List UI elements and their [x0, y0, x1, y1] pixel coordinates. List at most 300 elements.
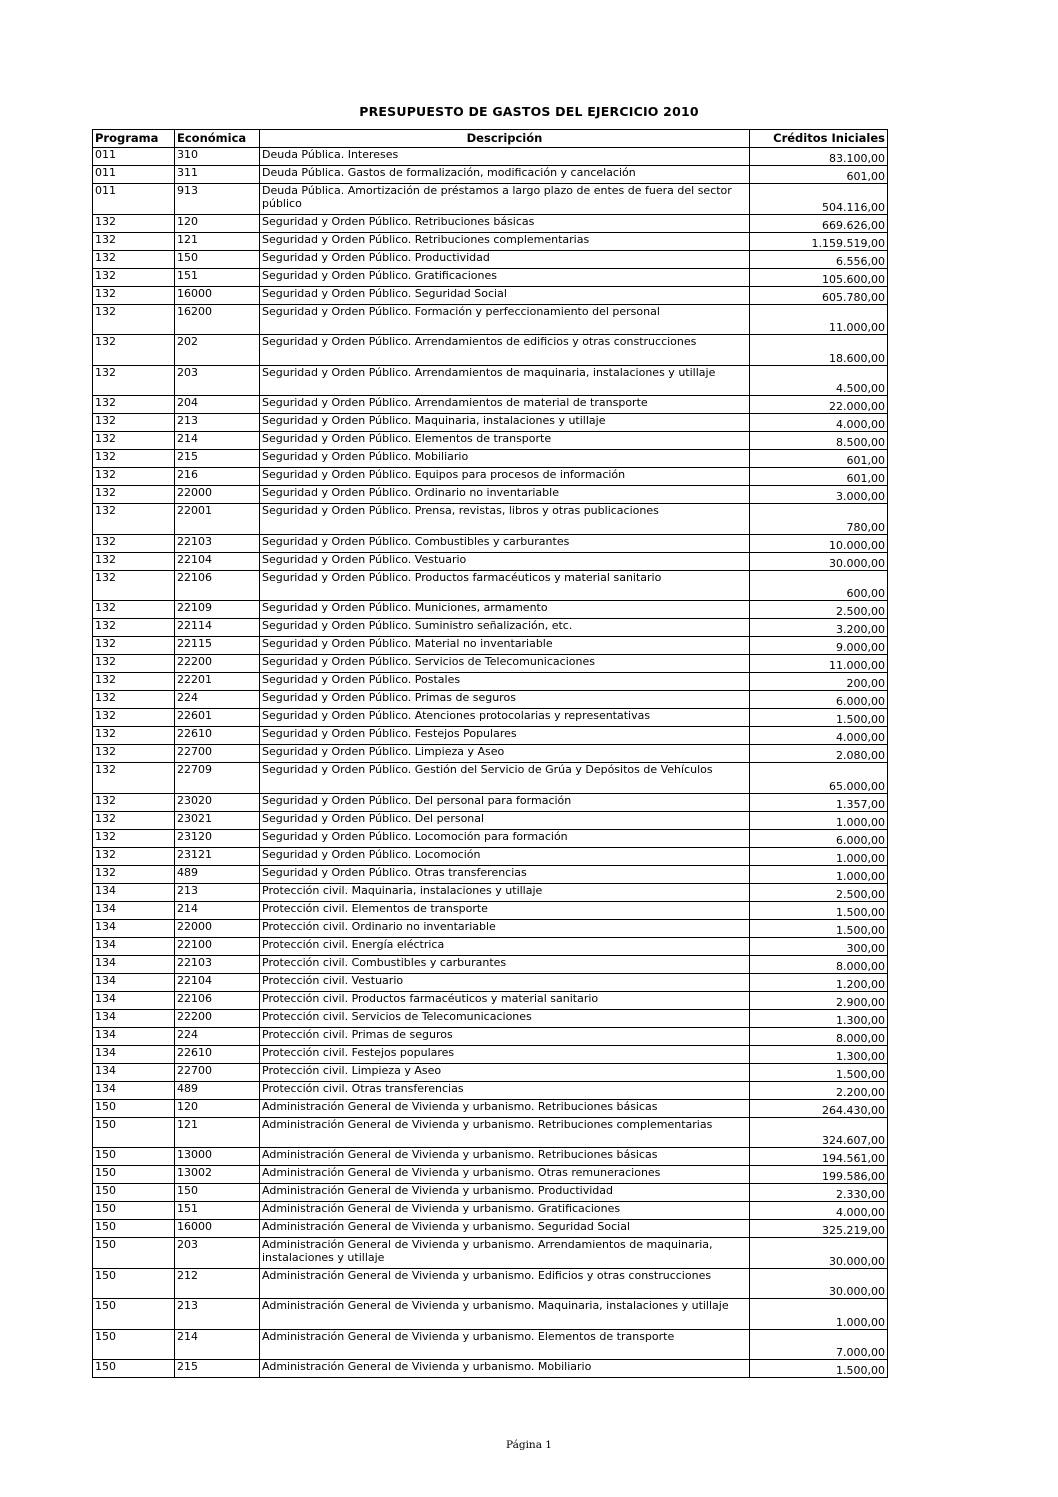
- creditos-cell: [750, 691, 888, 709]
- creditos-cell: [750, 955, 888, 973]
- economica-cell-text: 16000: [177, 286, 212, 300]
- descripcion-cell-text: Seguridad y Orden Público. Otras transferencias: [262, 865, 527, 879]
- creditos-cell: [750, 763, 888, 794]
- programa-cell-text: 132: [95, 793, 116, 807]
- programa-cell: [93, 847, 175, 865]
- economica-cell: [175, 552, 260, 570]
- descripcion-cell: [260, 304, 750, 335]
- programa-cell-text: 132: [95, 414, 116, 427]
- descripcion-cell: [260, 1184, 750, 1202]
- descripcion-cell: [260, 1238, 750, 1269]
- descripcion-cell-text: Seguridad y Orden Público. Del personal: [262, 811, 485, 825]
- creditos-cell-text: 325.219,00: [822, 1224, 885, 1237]
- creditos-cell: [750, 468, 888, 486]
- descripcion-cell-text: Protección civil. Servicios de Telecomunicaciones: [262, 1009, 532, 1023]
- economica-cell-text: 202: [177, 335, 198, 348]
- economica-cell: [175, 1148, 260, 1166]
- economica-cell: [175, 335, 260, 366]
- descripcion-cell: [260, 937, 750, 955]
- creditos-cell-text: 601,00: [846, 472, 885, 485]
- economica-cell-text: 22610: [177, 727, 212, 740]
- economica-cell-text: 489: [177, 1081, 198, 1095]
- economica-cell-text: 16000: [177, 1220, 212, 1233]
- table-row: [93, 1360, 888, 1378]
- programa-cell-text: 150: [95, 1268, 116, 1282]
- descripcion-cell-text: Seguridad y Orden Público. Equipos para procesos de información: [262, 468, 626, 481]
- creditos-cell-text: 194.561,00: [822, 1152, 885, 1165]
- descripcion-cell-text: Administración General de Vivienda y urbanismo. Retribuciones complementarias: [262, 1117, 713, 1131]
- programa-cell-text: 150: [95, 1238, 116, 1251]
- creditos-cell-text: 1.000,00: [836, 815, 885, 829]
- creditos-cell: [750, 414, 888, 432]
- programa-cell: [93, 1360, 175, 1378]
- descripcion-cell-text: Seguridad y Orden Público. Maquinaria, instalaciones y utillaje: [262, 414, 606, 427]
- header-descripcion: Descripción: [260, 130, 750, 148]
- economica-cell-text: 22700: [177, 745, 212, 758]
- descripcion-cell-text: Protección civil. Elementos de transporte: [262, 901, 488, 915]
- creditos-cell: [750, 1027, 888, 1045]
- programa-cell: [93, 937, 175, 955]
- descripcion-cell: [260, 570, 750, 601]
- creditos-cell-text: 1.300,00: [836, 1013, 885, 1027]
- programa-cell-text: 150: [95, 1184, 116, 1197]
- economica-cell: [175, 468, 260, 486]
- creditos-cell-text: 8.000,00: [836, 1031, 885, 1045]
- economica-cell: [175, 811, 260, 829]
- programa-cell-text: 150: [95, 1148, 116, 1161]
- economica-cell-text: 489: [177, 865, 198, 879]
- economica-cell: [175, 396, 260, 414]
- creditos-cell: [750, 304, 888, 335]
- descripcion-cell: [260, 450, 750, 468]
- descripcion-cell: [260, 214, 750, 232]
- economica-cell-text: 22000: [177, 919, 212, 933]
- programa-cell-text: 134: [95, 991, 116, 1005]
- creditos-cell: [750, 619, 888, 637]
- descripcion-cell: [260, 166, 750, 184]
- table-row: [93, 304, 888, 335]
- table-row: [93, 1117, 888, 1148]
- descripcion-cell-text: Seguridad y Orden Público. Servicios de Telecomunicaciones: [262, 655, 595, 668]
- economica-cell: [175, 673, 260, 691]
- descripcion-cell-text: Protección civil. Vestuario: [262, 973, 404, 987]
- programa-cell-text: 132: [95, 365, 116, 379]
- programa-cell-text: 132: [95, 396, 116, 409]
- creditos-cell: [750, 1045, 888, 1063]
- table-header-row: [93, 130, 888, 148]
- descripcion-cell-text: Protección civil. Ordinario no inventariable: [262, 919, 496, 933]
- programa-cell-text: 132: [95, 534, 116, 548]
- economica-cell: [175, 901, 260, 919]
- descripcion-cell: [260, 504, 750, 535]
- programa-cell-text: 134: [95, 901, 116, 915]
- economica-cell: [175, 166, 260, 184]
- table-row: [93, 673, 888, 691]
- table-row: [93, 335, 888, 366]
- descripcion-cell-text: Deuda Pública. Amortización de préstamos a largo plazo de entes de fuera del sector público: [262, 184, 732, 210]
- economica-cell: [175, 570, 260, 601]
- economica-cell: [175, 1299, 260, 1330]
- table-row: [93, 829, 888, 847]
- economica-cell-text: 215: [177, 450, 198, 463]
- economica-cell: [175, 727, 260, 745]
- creditos-cell-text: 1.357,00: [836, 797, 885, 811]
- creditos-cell-text: 30.000,00: [829, 1285, 885, 1298]
- creditos-cell: [750, 232, 888, 250]
- creditos-cell: [750, 1063, 888, 1081]
- economica-cell: [175, 745, 260, 763]
- economica-cell-text: 212: [177, 1268, 198, 1282]
- table-row: [93, 1099, 888, 1117]
- descripcion-cell-text: Protección civil. Energía eléctrica: [262, 937, 445, 951]
- programa-cell-text: 132: [95, 552, 116, 566]
- table-row: [93, 414, 888, 432]
- programa-cell-text: 150: [95, 1329, 116, 1343]
- programa-cell: [93, 829, 175, 847]
- economica-cell-text: 150: [177, 250, 198, 264]
- descripcion-cell-text: Seguridad y Orden Público. Retribuciones complementarias: [262, 232, 590, 246]
- programa-cell-text: 132: [95, 811, 116, 825]
- programa-cell: [93, 1117, 175, 1148]
- descripcion-cell: [260, 486, 750, 504]
- table-row: [93, 973, 888, 991]
- economica-cell: [175, 1202, 260, 1220]
- descripcion-cell: [260, 432, 750, 450]
- descripcion-cell: [260, 1045, 750, 1063]
- programa-cell-text: 150: [95, 1117, 116, 1131]
- programa-cell: [93, 365, 175, 396]
- table-row: [93, 637, 888, 655]
- descripcion-cell-text: Protección civil. Festejos populares: [262, 1045, 455, 1059]
- descripcion-cell: [260, 619, 750, 637]
- descripcion-cell-text: Seguridad y Orden Público. Retribuciones básicas: [262, 214, 535, 228]
- creditos-cell: [750, 1166, 888, 1184]
- economica-cell-text: 22106: [177, 991, 212, 1005]
- creditos-cell-text: 8.000,00: [836, 959, 885, 973]
- programa-cell-text: 132: [95, 214, 116, 228]
- descripcion-cell-text: Seguridad y Orden Público. Ordinario no inventariable: [262, 486, 559, 499]
- programa-cell: [93, 955, 175, 973]
- descripcion-cell-text: Seguridad y Orden Público. Locomoción: [262, 847, 481, 861]
- table-row: [93, 919, 888, 937]
- creditos-cell: [750, 1081, 888, 1099]
- creditos-cell: [750, 1202, 888, 1220]
- creditos-cell: [750, 396, 888, 414]
- programa-cell: [93, 1045, 175, 1063]
- descripcion-cell: [260, 1081, 750, 1099]
- table-row: [93, 166, 888, 184]
- economica-cell-text: 214: [177, 432, 198, 445]
- economica-cell-text: 121: [177, 232, 198, 246]
- programa-cell: [93, 286, 175, 304]
- creditos-cell: [750, 432, 888, 450]
- programa-cell-text: 132: [95, 673, 116, 686]
- descripcion-cell-text: Seguridad y Orden Público. Municiones, armamento: [262, 601, 548, 614]
- creditos-cell-text: 324.607,00: [822, 1134, 885, 1147]
- economica-cell: [175, 184, 260, 215]
- table-row: [93, 955, 888, 973]
- economica-cell-text: 22104: [177, 973, 212, 987]
- creditos-cell: [750, 829, 888, 847]
- creditos-cell: [750, 865, 888, 883]
- descripcion-cell-text: Seguridad y Orden Público. Postales: [262, 673, 461, 686]
- programa-cell-text: 132: [95, 304, 116, 318]
- table-row: [93, 847, 888, 865]
- economica-cell-text: 214: [177, 1329, 198, 1343]
- creditos-cell: [750, 727, 888, 745]
- creditos-cell-text: 1.000,00: [836, 851, 885, 865]
- creditos-cell-text: 1.300,00: [836, 1049, 885, 1063]
- programa-cell: [93, 973, 175, 991]
- creditos-cell: [750, 486, 888, 504]
- programa-cell: [93, 450, 175, 468]
- creditos-cell-text: 22.000,00: [829, 400, 885, 413]
- table-row: [93, 432, 888, 450]
- economica-cell: [175, 829, 260, 847]
- descripcion-cell-text: Seguridad y Orden Público. Arrendamientos de edificios y otras construcciones: [262, 335, 697, 348]
- creditos-cell: [750, 552, 888, 570]
- table-row: [93, 883, 888, 901]
- descripcion-cell-text: Administración General de Vivienda y urbanismo. Otras remuneraciones: [262, 1166, 661, 1179]
- economica-cell: [175, 286, 260, 304]
- programa-cell: [93, 250, 175, 268]
- table-row: [93, 232, 888, 250]
- programa-cell: [93, 637, 175, 655]
- descripcion-cell: [260, 1202, 750, 1220]
- economica-cell-text: 22601: [177, 709, 212, 722]
- programa-cell-text: 134: [95, 937, 116, 951]
- descripcion-cell-text: Protección civil. Limpieza y Aseo: [262, 1063, 442, 1077]
- table-row: [93, 504, 888, 535]
- programa-cell-text: 132: [95, 450, 116, 463]
- creditos-cell-text: 601,00: [846, 454, 885, 467]
- table-row: [93, 1148, 888, 1166]
- table-row: [93, 1299, 888, 1330]
- economica-cell-text: 151: [177, 268, 198, 282]
- programa-cell: [93, 468, 175, 486]
- creditos-cell-text: 6.000,00: [836, 833, 885, 847]
- creditos-cell: [750, 937, 888, 955]
- table-row: [93, 396, 888, 414]
- creditos-cell-text: 65.000,00: [829, 779, 885, 793]
- economica-cell-text: 913: [177, 184, 198, 197]
- economica-cell: [175, 1117, 260, 1148]
- programa-cell: [93, 655, 175, 673]
- programa-cell: [93, 919, 175, 937]
- economica-cell-text: 150: [177, 1184, 198, 1197]
- economica-cell-text: 22103: [177, 534, 212, 548]
- economica-cell-text: 216: [177, 468, 198, 481]
- creditos-cell-text: 2.900,00: [836, 995, 885, 1009]
- programa-cell-text: 134: [95, 973, 116, 987]
- economica-cell-text: 213: [177, 414, 198, 427]
- table-row: [93, 691, 888, 709]
- programa-cell-text: 132: [95, 268, 116, 282]
- descripcion-cell: [260, 763, 750, 794]
- descripcion-cell-text: Seguridad y Orden Público. Primas de seguros: [262, 691, 516, 704]
- programa-cell-text: 134: [95, 919, 116, 933]
- creditos-cell: [750, 1238, 888, 1269]
- table-row: [93, 1166, 888, 1184]
- descripcion-cell: [260, 534, 750, 552]
- descripcion-cell: [260, 184, 750, 215]
- descripcion-cell-text: Seguridad y Orden Público. Combustibles y carburantes: [262, 534, 570, 548]
- creditos-cell: [750, 1268, 888, 1299]
- programa-cell: [93, 745, 175, 763]
- descripcion-cell-text: Administración General de Vivienda y urbanismo. Edificios y otras construcciones: [262, 1268, 712, 1282]
- descripcion-cell: [260, 396, 750, 414]
- descripcion-cell: [260, 727, 750, 745]
- creditos-cell: [750, 335, 888, 366]
- economica-cell-text: 203: [177, 1238, 198, 1251]
- descripcion-cell: [260, 991, 750, 1009]
- economica-cell-text: 22200: [177, 1009, 212, 1023]
- economica-cell: [175, 793, 260, 811]
- programa-cell: [93, 691, 175, 709]
- programa-cell: [93, 1166, 175, 1184]
- creditos-cell: [750, 709, 888, 727]
- creditos-cell: [750, 1299, 888, 1330]
- creditos-cell-text: 2.500,00: [836, 887, 885, 901]
- creditos-cell-text: 1.500,00: [836, 905, 885, 919]
- programa-cell-text: 134: [95, 1009, 116, 1023]
- economica-cell-text: 22100: [177, 937, 212, 951]
- table-row: [93, 1220, 888, 1238]
- programa-cell: [93, 709, 175, 727]
- table-row: [93, 184, 888, 215]
- descripcion-cell-text: Administración General de Vivienda y urbanismo. Mobiliario: [262, 1360, 592, 1373]
- creditos-cell-text: 11.000,00: [829, 321, 885, 334]
- descripcion-cell: [260, 1220, 750, 1238]
- descripcion-cell-text: Administración General de Vivienda y urbanismo. Gratificaciones: [262, 1202, 621, 1215]
- creditos-cell-text: 4.500,00: [836, 382, 885, 395]
- table-row: [93, 534, 888, 552]
- creditos-cell-text: 9.000,00: [836, 641, 885, 654]
- descripcion-cell: [260, 973, 750, 991]
- economica-cell: [175, 1184, 260, 1202]
- programa-cell: [93, 214, 175, 232]
- creditos-cell: [750, 1148, 888, 1166]
- creditos-cell: [750, 655, 888, 673]
- economica-cell: [175, 1238, 260, 1269]
- economica-cell: [175, 865, 260, 883]
- page-title: PRESUPUESTO DE GASTOS DEL EJERCICIO 2010: [359, 104, 699, 119]
- programa-cell-text: 150: [95, 1099, 116, 1113]
- descripcion-cell: [260, 655, 750, 673]
- descripcion-cell: [260, 709, 750, 727]
- creditos-cell-text: 1.500,00: [836, 1364, 885, 1377]
- descripcion-cell: [260, 919, 750, 937]
- programa-cell: [93, 396, 175, 414]
- descripcion-cell: [260, 865, 750, 883]
- programa-cell-text: 132: [95, 655, 116, 668]
- header-creditos-iniciales: Créditos Iniciales: [750, 130, 888, 148]
- creditos-cell-text: 7.000,00: [836, 1346, 885, 1359]
- economica-cell: [175, 1099, 260, 1117]
- table-row: [93, 793, 888, 811]
- creditos-cell: [750, 450, 888, 468]
- table-body: [93, 148, 888, 1378]
- creditos-cell: [750, 365, 888, 396]
- creditos-cell: [750, 504, 888, 535]
- creditos-cell-text: 601,00: [846, 170, 885, 183]
- creditos-cell: [750, 1220, 888, 1238]
- economica-cell-text: 22700: [177, 1063, 212, 1077]
- programa-cell: [93, 619, 175, 637]
- programa-cell-text: 132: [95, 727, 116, 740]
- programa-cell-text: 132: [95, 865, 116, 879]
- creditos-cell-text: 18.600,00: [829, 351, 885, 365]
- economica-cell: [175, 691, 260, 709]
- creditos-cell-text: 30.000,00: [829, 1254, 885, 1268]
- creditos-cell: [750, 1329, 888, 1360]
- programa-cell: [93, 1184, 175, 1202]
- economica-cell-text: 151: [177, 1202, 198, 1215]
- economica-cell-text: 22103: [177, 955, 212, 969]
- economica-cell-text: 121: [177, 1117, 198, 1131]
- economica-cell-text: 23021: [177, 811, 212, 825]
- descripcion-cell: [260, 1063, 750, 1081]
- programa-cell-text: 132: [95, 691, 116, 704]
- economica-cell-text: 224: [177, 1027, 198, 1041]
- economica-cell-text: 213: [177, 1299, 198, 1312]
- table-row: [93, 250, 888, 268]
- descripcion-cell: [260, 250, 750, 268]
- descripcion-cell: [260, 232, 750, 250]
- programa-cell-text: 132: [95, 250, 116, 264]
- programa-cell: [93, 1063, 175, 1081]
- programa-cell: [93, 1148, 175, 1166]
- creditos-cell-text: 4.000,00: [836, 731, 885, 744]
- economica-cell: [175, 709, 260, 727]
- descripcion-cell: [260, 745, 750, 763]
- programa-cell-text: 132: [95, 232, 116, 246]
- programa-cell-text: 011: [95, 166, 116, 179]
- creditos-cell: [750, 973, 888, 991]
- economica-cell-text: 16200: [177, 304, 212, 318]
- creditos-cell-text: 199.586,00: [822, 1170, 885, 1183]
- programa-cell-text: 132: [95, 504, 116, 517]
- descripcion-cell-text: Seguridad y Orden Público. Gestión del Servicio de Grúa y Depósitos de Vehículos: [262, 763, 713, 776]
- programa-cell: [93, 901, 175, 919]
- economica-cell-text: 23121: [177, 847, 212, 861]
- descripcion-cell-text: Seguridad y Orden Público. Formación y perfeccionamiento del personal: [262, 304, 660, 318]
- creditos-cell-text: 605.780,00: [822, 290, 885, 304]
- table-row: [93, 655, 888, 673]
- economica-cell-text: 22000: [177, 486, 212, 499]
- descripcion-cell-text: Seguridad y Orden Público. Productos farmacéuticos y material sanitario: [262, 570, 662, 584]
- creditos-cell-text: 83.100,00: [829, 152, 885, 165]
- table-row: [93, 865, 888, 883]
- creditos-cell-text: 6.000,00: [836, 695, 885, 708]
- creditos-cell-text: 2.500,00: [836, 605, 885, 618]
- descripcion-cell-text: Protección civil. Otras transferencias: [262, 1081, 464, 1095]
- economica-cell: [175, 365, 260, 396]
- programa-cell-text: 132: [95, 286, 116, 300]
- descripcion-cell-text: Protección civil. Combustibles y carburantes: [262, 955, 507, 969]
- table-row: [93, 286, 888, 304]
- economica-cell: [175, 534, 260, 552]
- creditos-cell: [750, 166, 888, 184]
- creditos-cell: [750, 673, 888, 691]
- economica-cell: [175, 655, 260, 673]
- descripcion-cell: [260, 883, 750, 901]
- programa-cell: [93, 552, 175, 570]
- descripcion-cell: [260, 414, 750, 432]
- descripcion-cell-text: Protección civil. Productos farmacéuticos y material sanitario: [262, 991, 599, 1005]
- descripcion-cell-text: Administración General de Vivienda y urbanismo. Productividad: [262, 1184, 614, 1197]
- creditos-cell: [750, 1009, 888, 1027]
